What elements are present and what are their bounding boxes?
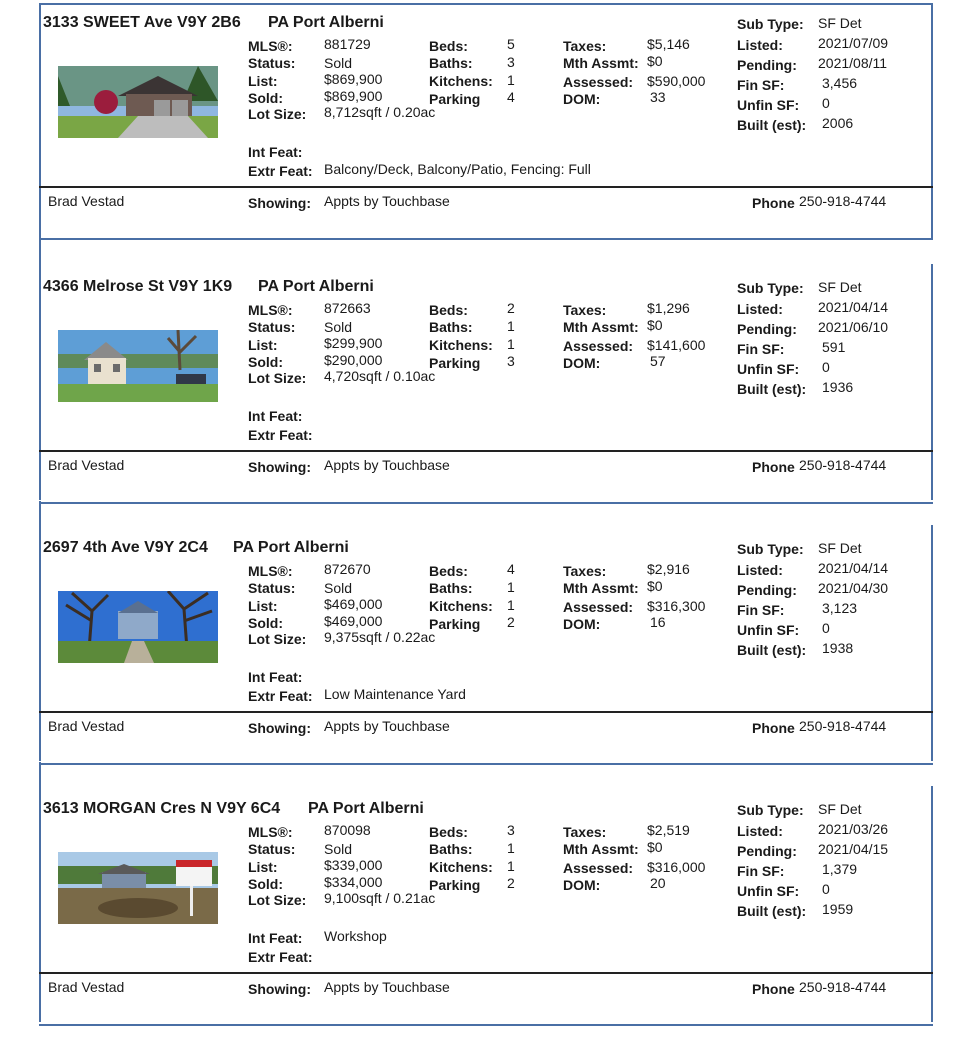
list-price: $469,000 [324,596,383,612]
mls-label: MLS®: [248,302,293,318]
built-value: 1938 [822,640,854,656]
beds-label: Beds: [429,824,468,840]
status-label: Status: [248,841,296,857]
list-price: $869,900 [324,71,383,87]
pending-label: Pending: [737,843,797,859]
pending-date: 2021/08/11 [818,55,888,71]
listed-label: Listed: [737,823,783,839]
pending-label: Pending: [737,57,797,73]
phone-label: Phone [752,981,795,997]
baths-label: Baths: [429,319,473,335]
listing-address[interactable]: 2697 4th Ave V9Y 2C4 [43,539,208,556]
beds-label: Beds: [429,563,468,579]
card-right-border [931,3,933,239]
card-bottom-border [39,238,933,240]
agent-name[interactable]: Brad Vestad [48,979,125,995]
parking-label: Parking [429,91,481,107]
listed-date: 2021/07/09 [818,35,889,51]
footer-divider [39,972,933,974]
card-bottom-border [39,763,933,765]
status-label: Status: [248,55,296,71]
fin-sf-label: Fin SF: [737,863,785,879]
dom-label: DOM: [563,877,601,893]
dom-label: DOM: [563,616,601,632]
dom-value: 20 [650,875,666,891]
assessed-label: Assessed: [563,338,634,354]
sold-price: $869,900 [324,88,383,104]
listing-address[interactable]: 4366 Melrose St V9Y 1K9 [43,278,233,295]
mls-number[interactable]: 881729 [324,36,371,52]
listing-area: PA Port Alberni [258,278,374,295]
parking-value: 3 [507,353,515,369]
built-label: Built (est): [737,117,807,133]
mth-assmt-label: Mth Assmt: [563,55,639,71]
house-with-garage-photo[interactable] [58,66,218,138]
card-right-border [931,264,933,500]
lot-size-label: Lot Size: [248,106,307,122]
showing-value: Appts by Touchbase [324,979,450,995]
unfin-sf-label: Unfin SF: [737,883,800,899]
house-with-sign-photo[interactable] [58,852,218,924]
extr-feat-label: Extr Feat: [248,427,313,443]
sub-type-label: Sub Type: [737,802,804,818]
unfin-sf-label: Unfin SF: [737,97,800,113]
agent-name[interactable]: Brad Vestad [48,718,125,734]
list-price-label: List: [248,337,278,353]
sold-price-label: Sold: [248,615,283,631]
lot-size-label: Lot Size: [248,892,307,908]
listing-card [0,786,971,1047]
footer-divider [39,186,933,188]
phone-label: Phone [752,720,795,736]
pending-label: Pending: [737,321,797,337]
assessed-value: $316,000 [647,859,706,875]
kitchens-value: 1 [507,597,515,613]
baths-value: 1 [507,840,515,856]
status-value: Sold [324,841,353,857]
status-label: Status: [248,580,296,596]
extr-feat-label: Extr Feat: [248,163,313,179]
listed-date: 2021/03/26 [818,821,889,837]
int-feat-label: Int Feat: [248,669,303,685]
small-house-photo-image [58,330,218,402]
showing-value: Appts by Touchbase [324,457,450,473]
parking-label: Parking [429,355,481,371]
card-bottom-border [39,502,933,504]
card-left-border [39,240,41,500]
parking-value: 2 [507,614,515,630]
card-left-border [39,501,41,761]
footer-divider [39,711,933,713]
kitchens-label: Kitchens: [429,73,493,89]
assessed-label: Assessed: [563,860,634,876]
int-feat-value: Workshop [324,928,387,944]
kitchens-label: Kitchens: [429,337,493,353]
phone-number[interactable]: 250-918-4744 [799,193,887,209]
sub-type-value: SF Det [818,801,862,817]
beds-value: 3 [507,822,515,838]
taxes-value: $2,916 [647,561,690,577]
status-label: Status: [248,319,296,335]
sub-type-label: Sub Type: [737,280,804,296]
int-feat-label: Int Feat: [248,408,303,424]
sub-type-value: SF Det [818,15,862,31]
list-price: $339,000 [324,857,383,873]
taxes-value: $2,519 [647,822,690,838]
pending-date: 2021/06/10 [818,319,889,335]
listing-card [0,264,971,525]
built-label: Built (est): [737,903,807,919]
lot-size-label: Lot Size: [248,370,307,386]
parking-label: Parking [429,877,481,893]
sub-type-label: Sub Type: [737,541,804,557]
mth-assmt-label: Mth Assmt: [563,319,639,335]
parking-label: Parking [429,616,481,632]
listed-date: 2021/04/14 [818,299,889,315]
house-with-sign-photo-image [58,852,218,924]
list-price-label: List: [248,859,278,875]
baths-label: Baths: [429,841,473,857]
showing-value: Appts by Touchbase [324,193,450,209]
parking-value: 4 [507,89,515,105]
mth-assmt-value: $0 [647,578,663,594]
showing-label: Showing: [248,459,311,475]
status-value: Sold [324,55,353,71]
assessed-value: $590,000 [647,73,706,89]
beds-label: Beds: [429,302,468,318]
fin-sf-value: 591 [822,339,846,355]
sold-price-label: Sold: [248,876,283,892]
list-price: $299,900 [324,335,383,351]
parking-value: 2 [507,875,515,891]
mth-assmt-value: $0 [647,839,663,855]
kitchens-label: Kitchens: [429,859,493,875]
listed-label: Listed: [737,301,783,317]
mth-assmt-label: Mth Assmt: [563,841,639,857]
mls-number[interactable]: 872670 [324,561,371,577]
listing-address[interactable]: 3613 MORGAN Cres N V9Y 6C4 [43,800,281,817]
agent-name[interactable]: Brad Vestad [48,457,125,473]
mth-assmt-value: $0 [647,317,663,333]
showing-label: Showing: [248,981,311,997]
listing-address[interactable]: 3133 SWEET Ave V9Y 2B6 [43,14,241,31]
extr-feat-label: Extr Feat: [248,688,313,704]
unfin-sf-value: 0 [822,620,830,636]
phone-number[interactable]: 250-918-4744 [799,457,887,473]
assessed-label: Assessed: [563,74,634,90]
unfin-sf-value: 0 [822,359,830,375]
fin-sf-label: Fin SF: [737,602,785,618]
phone-number[interactable]: 250-918-4744 [799,718,887,734]
dom-label: DOM: [563,355,601,371]
mls-number[interactable]: 870098 [324,822,371,838]
footer-divider [39,450,933,452]
fin-sf-value: 3,123 [822,600,858,616]
baths-label: Baths: [429,55,473,71]
dom-label: DOM: [563,91,601,107]
lot-size: 8,712sqft / 0.20ac [324,104,436,120]
extr-feat-value: Low Maintenance Yard [324,686,466,702]
listing-area: PA Port Alberni [233,539,349,556]
card-top-border [39,3,933,5]
listing-card [0,0,971,261]
card-left-border [39,762,41,1022]
taxes-value: $5,146 [647,36,690,52]
unfin-sf-value: 0 [822,95,830,111]
sub-type-value: SF Det [818,540,862,556]
baths-value: 3 [507,54,515,70]
dom-value: 33 [650,89,666,105]
baths-value: 1 [507,579,515,595]
listed-date: 2021/04/14 [818,560,889,576]
phone-label: Phone [752,459,795,475]
sold-price-label: Sold: [248,354,283,370]
sold-price-label: Sold: [248,90,283,106]
unfin-sf-value: 0 [822,881,830,897]
dom-value: 57 [650,353,666,369]
lot-size: 9,100sqft / 0.21ac [324,890,436,906]
showing-label: Showing: [248,720,311,736]
kitchens-label: Kitchens: [429,598,493,614]
fin-sf-label: Fin SF: [737,341,785,357]
built-label: Built (est): [737,642,807,658]
showing-value: Appts by Touchbase [324,718,450,734]
int-feat-label: Int Feat: [248,144,303,160]
built-label: Built (est): [737,381,807,397]
sold-price: $469,000 [324,613,383,629]
built-value: 2006 [822,115,854,131]
taxes-label: Taxes: [563,824,607,840]
phone-label: Phone [752,195,795,211]
dom-value: 16 [650,614,666,630]
kitchens-value: 1 [507,336,515,352]
fin-sf-value: 3,456 [822,75,858,91]
phone-number[interactable]: 250-918-4744 [799,979,887,995]
mls-label: MLS®: [248,563,293,579]
list-price-label: List: [248,73,278,89]
listed-label: Listed: [737,562,783,578]
house-behind-trees-photo[interactable] [58,591,218,663]
listing-area: PA Port Alberni [308,800,424,817]
mls-number[interactable]: 872663 [324,300,371,316]
pending-label: Pending: [737,582,797,598]
beds-value: 5 [507,36,515,52]
sub-type-value: SF Det [818,279,862,295]
list-price-label: List: [248,598,278,614]
lot-size: 9,375sqft / 0.22ac [324,629,436,645]
taxes-label: Taxes: [563,563,607,579]
sub-type-label: Sub Type: [737,16,804,32]
sold-price: $334,000 [324,874,383,890]
kitchens-value: 1 [507,72,515,88]
sold-price: $290,000 [324,352,383,368]
assessed-value: $316,300 [647,598,706,614]
assessed-value: $141,600 [647,337,706,353]
house-with-garage-photo-image [58,66,218,138]
baths-value: 1 [507,318,515,334]
built-value: 1959 [822,901,854,917]
unfin-sf-label: Unfin SF: [737,361,800,377]
assessed-label: Assessed: [563,599,634,615]
listing-card [0,525,971,786]
pending-date: 2021/04/15 [818,841,889,857]
mth-assmt-label: Mth Assmt: [563,580,639,596]
extr-feat-value: Balcony/Deck, Balcony/Patio, Fencing: Full [324,161,591,177]
pending-date: 2021/04/30 [818,580,889,596]
card-right-border [931,786,933,1022]
fin-sf-label: Fin SF: [737,77,785,93]
fin-sf-value: 1,379 [822,861,858,877]
mls-label: MLS®: [248,38,293,54]
card-right-border [931,525,933,761]
mth-assmt-value: $0 [647,53,663,69]
card-left-border [39,3,41,239]
beds-label: Beds: [429,38,468,54]
listing-area: PA Port Alberni [268,14,384,31]
mls-label: MLS®: [248,824,293,840]
extr-feat-label: Extr Feat: [248,949,313,965]
lot-size-label: Lot Size: [248,631,307,647]
taxes-value: $1,296 [647,300,690,316]
showing-label: Showing: [248,195,311,211]
int-feat-label: Int Feat: [248,930,303,946]
lot-size: 4,720sqft / 0.10ac [324,368,436,384]
beds-value: 4 [507,561,515,577]
kitchens-value: 1 [507,858,515,874]
card-bottom-border [39,1024,933,1026]
status-value: Sold [324,580,353,596]
unfin-sf-label: Unfin SF: [737,622,800,638]
built-value: 1936 [822,379,854,395]
listed-label: Listed: [737,37,783,53]
small-house-photo[interactable] [58,330,218,402]
status-value: Sold [324,319,353,335]
taxes-label: Taxes: [563,302,607,318]
baths-label: Baths: [429,580,473,596]
agent-name[interactable]: Brad Vestad [48,193,125,209]
house-behind-trees-photo-image [58,591,218,663]
taxes-label: Taxes: [563,38,607,54]
beds-value: 2 [507,300,515,316]
